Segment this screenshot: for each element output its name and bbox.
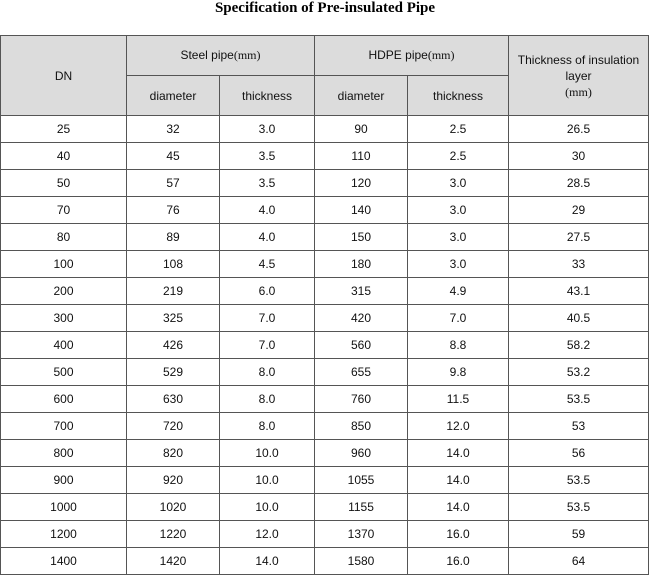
page-title: Specification of Pre-insulated Pipe xyxy=(214,0,436,16)
cell-steel-diameter: 720 xyxy=(127,413,220,440)
table-row xyxy=(1,440,649,467)
cell-hdpe-diameter: 1055 xyxy=(315,467,408,494)
spec-table xyxy=(0,35,649,575)
cell-dn: 300 xyxy=(1,305,127,332)
cell-steel-diameter: 325 xyxy=(127,305,220,332)
cell-insulation-thickness: 26.5 xyxy=(509,116,649,143)
cell-hdpe-diameter: 1370 xyxy=(315,521,408,548)
table-row xyxy=(1,197,649,224)
cell-steel-thickness: 8.0 xyxy=(220,386,315,413)
cell-steel-diameter: 529 xyxy=(127,359,220,386)
cell-steel-diameter: 89 xyxy=(127,224,220,251)
col-header-dn: DN xyxy=(1,36,127,116)
cell-steel-diameter: 1220 xyxy=(127,521,220,548)
cell-hdpe-diameter: 150 xyxy=(315,224,408,251)
cell-dn: 1200 xyxy=(1,521,127,548)
table-row xyxy=(1,386,649,413)
cell-steel-thickness: 7.0 xyxy=(220,305,315,332)
cell-hdpe-thickness: 7.0 xyxy=(408,305,509,332)
cell-steel-thickness: 14.0 xyxy=(220,548,315,575)
cell-steel-thickness: 10.0 xyxy=(220,467,315,494)
cell-insulation-thickness: 40.5 xyxy=(509,305,649,332)
header-row-top xyxy=(1,36,649,76)
cell-insulation-thickness: 58.2 xyxy=(509,332,649,359)
cell-hdpe-thickness: 16.0 xyxy=(408,521,509,548)
cell-hdpe-diameter: 850 xyxy=(315,413,408,440)
cell-insulation-thickness: 43.1 xyxy=(509,278,649,305)
table-body xyxy=(1,116,649,575)
table-row xyxy=(1,170,649,197)
cell-hdpe-thickness: 4.9 xyxy=(408,278,509,305)
cell-hdpe-thickness: 2.5 xyxy=(408,143,509,170)
cell-hdpe-thickness: 2.5 xyxy=(408,116,509,143)
cell-dn: 80 xyxy=(1,224,127,251)
cell-hdpe-thickness: 14.0 xyxy=(408,494,509,521)
cell-hdpe-thickness: 8.8 xyxy=(408,332,509,359)
cell-steel-thickness: 3.5 xyxy=(220,170,315,197)
cell-hdpe-diameter: 315 xyxy=(315,278,408,305)
cell-insulation-thickness: 33 xyxy=(509,251,649,278)
table-row xyxy=(1,116,649,143)
table-row xyxy=(1,278,649,305)
cell-hdpe-thickness: 11.5 xyxy=(408,386,509,413)
table-row xyxy=(1,332,649,359)
cell-insulation-thickness: 28.5 xyxy=(509,170,649,197)
cell-hdpe-thickness: 14.0 xyxy=(408,467,509,494)
cell-steel-thickness: 6.0 xyxy=(220,278,315,305)
cell-insulation-thickness: 53.5 xyxy=(509,494,649,521)
cell-dn: 600 xyxy=(1,386,127,413)
table-row xyxy=(1,224,649,251)
cell-steel-thickness: 10.0 xyxy=(220,494,315,521)
cell-steel-thickness: 10.0 xyxy=(220,440,315,467)
cell-dn: 900 xyxy=(1,467,127,494)
cell-hdpe-thickness: 3.0 xyxy=(408,251,509,278)
cell-dn: 70 xyxy=(1,197,127,224)
cell-insulation-thickness: 64 xyxy=(509,548,649,575)
cell-hdpe-diameter: 960 xyxy=(315,440,408,467)
col-header-insulation-thickness: Thickness of insulation layer (mm) xyxy=(509,36,649,116)
cell-steel-thickness: 8.0 xyxy=(220,359,315,386)
cell-dn: 25 xyxy=(1,116,127,143)
cell-hdpe-diameter: 655 xyxy=(315,359,408,386)
cell-hdpe-thickness: 14.0 xyxy=(408,440,509,467)
cell-steel-diameter: 32 xyxy=(127,116,220,143)
cell-steel-thickness: 3.0 xyxy=(220,116,315,143)
cell-dn: 40 xyxy=(1,143,127,170)
table-row xyxy=(1,548,649,575)
cell-steel-diameter: 920 xyxy=(127,467,220,494)
col-header-hdpe-thickness: thickness xyxy=(408,76,509,116)
col-group-hdpe-pipe: HDPE pipe(mm) xyxy=(315,36,509,76)
cell-dn: 100 xyxy=(1,251,127,278)
cell-steel-thickness: 4.0 xyxy=(220,224,315,251)
cell-steel-diameter: 45 xyxy=(127,143,220,170)
cell-dn: 500 xyxy=(1,359,127,386)
cell-steel-diameter: 219 xyxy=(127,278,220,305)
cell-steel-diameter: 1020 xyxy=(127,494,220,521)
table-row xyxy=(1,359,649,386)
cell-insulation-thickness: 53.2 xyxy=(509,359,649,386)
cell-dn: 200 xyxy=(1,278,127,305)
table-row xyxy=(1,143,649,170)
cell-insulation-thickness: 53 xyxy=(509,413,649,440)
table-row xyxy=(1,521,649,548)
cell-steel-thickness: 3.5 xyxy=(220,143,315,170)
cell-steel-thickness: 4.5 xyxy=(220,251,315,278)
cell-hdpe-thickness: 3.0 xyxy=(408,170,509,197)
cell-steel-diameter: 76 xyxy=(127,197,220,224)
cell-hdpe-thickness: 12.0 xyxy=(408,413,509,440)
cell-hdpe-diameter: 140 xyxy=(315,197,408,224)
cell-insulation-thickness: 56 xyxy=(509,440,649,467)
table-row xyxy=(1,467,649,494)
cell-dn: 1400 xyxy=(1,548,127,575)
col-header-steel-diameter: diameter xyxy=(127,76,220,116)
col-group-steel-pipe: Steel pipe(mm) xyxy=(127,36,315,76)
cell-steel-diameter: 426 xyxy=(127,332,220,359)
col-header-steel-thickness: thickness xyxy=(220,76,315,116)
cell-steel-diameter: 108 xyxy=(127,251,220,278)
cell-steel-thickness: 4.0 xyxy=(220,197,315,224)
cell-insulation-thickness: 29 xyxy=(509,197,649,224)
cell-hdpe-thickness: 3.0 xyxy=(408,197,509,224)
table-row xyxy=(1,251,649,278)
cell-hdpe-diameter: 90 xyxy=(315,116,408,143)
cell-steel-diameter: 630 xyxy=(127,386,220,413)
cell-steel-thickness: 8.0 xyxy=(220,413,315,440)
cell-insulation-thickness: 27.5 xyxy=(509,224,649,251)
cell-hdpe-diameter: 560 xyxy=(315,332,408,359)
cell-hdpe-thickness: 9.8 xyxy=(408,359,509,386)
cell-hdpe-diameter: 110 xyxy=(315,143,408,170)
cell-dn: 700 xyxy=(1,413,127,440)
cell-insulation-thickness: 53.5 xyxy=(509,386,649,413)
cell-hdpe-diameter: 760 xyxy=(315,386,408,413)
cell-dn: 1000 xyxy=(1,494,127,521)
cell-insulation-thickness: 59 xyxy=(509,521,649,548)
cell-dn: 400 xyxy=(1,332,127,359)
cell-dn: 50 xyxy=(1,170,127,197)
table-row xyxy=(1,494,649,521)
cell-hdpe-diameter: 1155 xyxy=(315,494,408,521)
cell-steel-diameter: 820 xyxy=(127,440,220,467)
cell-insulation-thickness: 30 xyxy=(509,143,649,170)
table-row xyxy=(1,413,649,440)
cell-steel-diameter: 1420 xyxy=(127,548,220,575)
cell-insulation-thickness: 53.5 xyxy=(509,467,649,494)
cell-hdpe-diameter: 1580 xyxy=(315,548,408,575)
cell-hdpe-diameter: 180 xyxy=(315,251,408,278)
cell-hdpe-diameter: 120 xyxy=(315,170,408,197)
cell-steel-diameter: 57 xyxy=(127,170,220,197)
cell-steel-thickness: 12.0 xyxy=(220,521,315,548)
cell-hdpe-thickness: 3.0 xyxy=(408,224,509,251)
cell-hdpe-diameter: 420 xyxy=(315,305,408,332)
table-row xyxy=(1,305,649,332)
cell-dn: 800 xyxy=(1,440,127,467)
cell-steel-thickness: 7.0 xyxy=(220,332,315,359)
cell-hdpe-thickness: 16.0 xyxy=(408,548,509,575)
col-header-hdpe-diameter: diameter xyxy=(315,76,408,116)
